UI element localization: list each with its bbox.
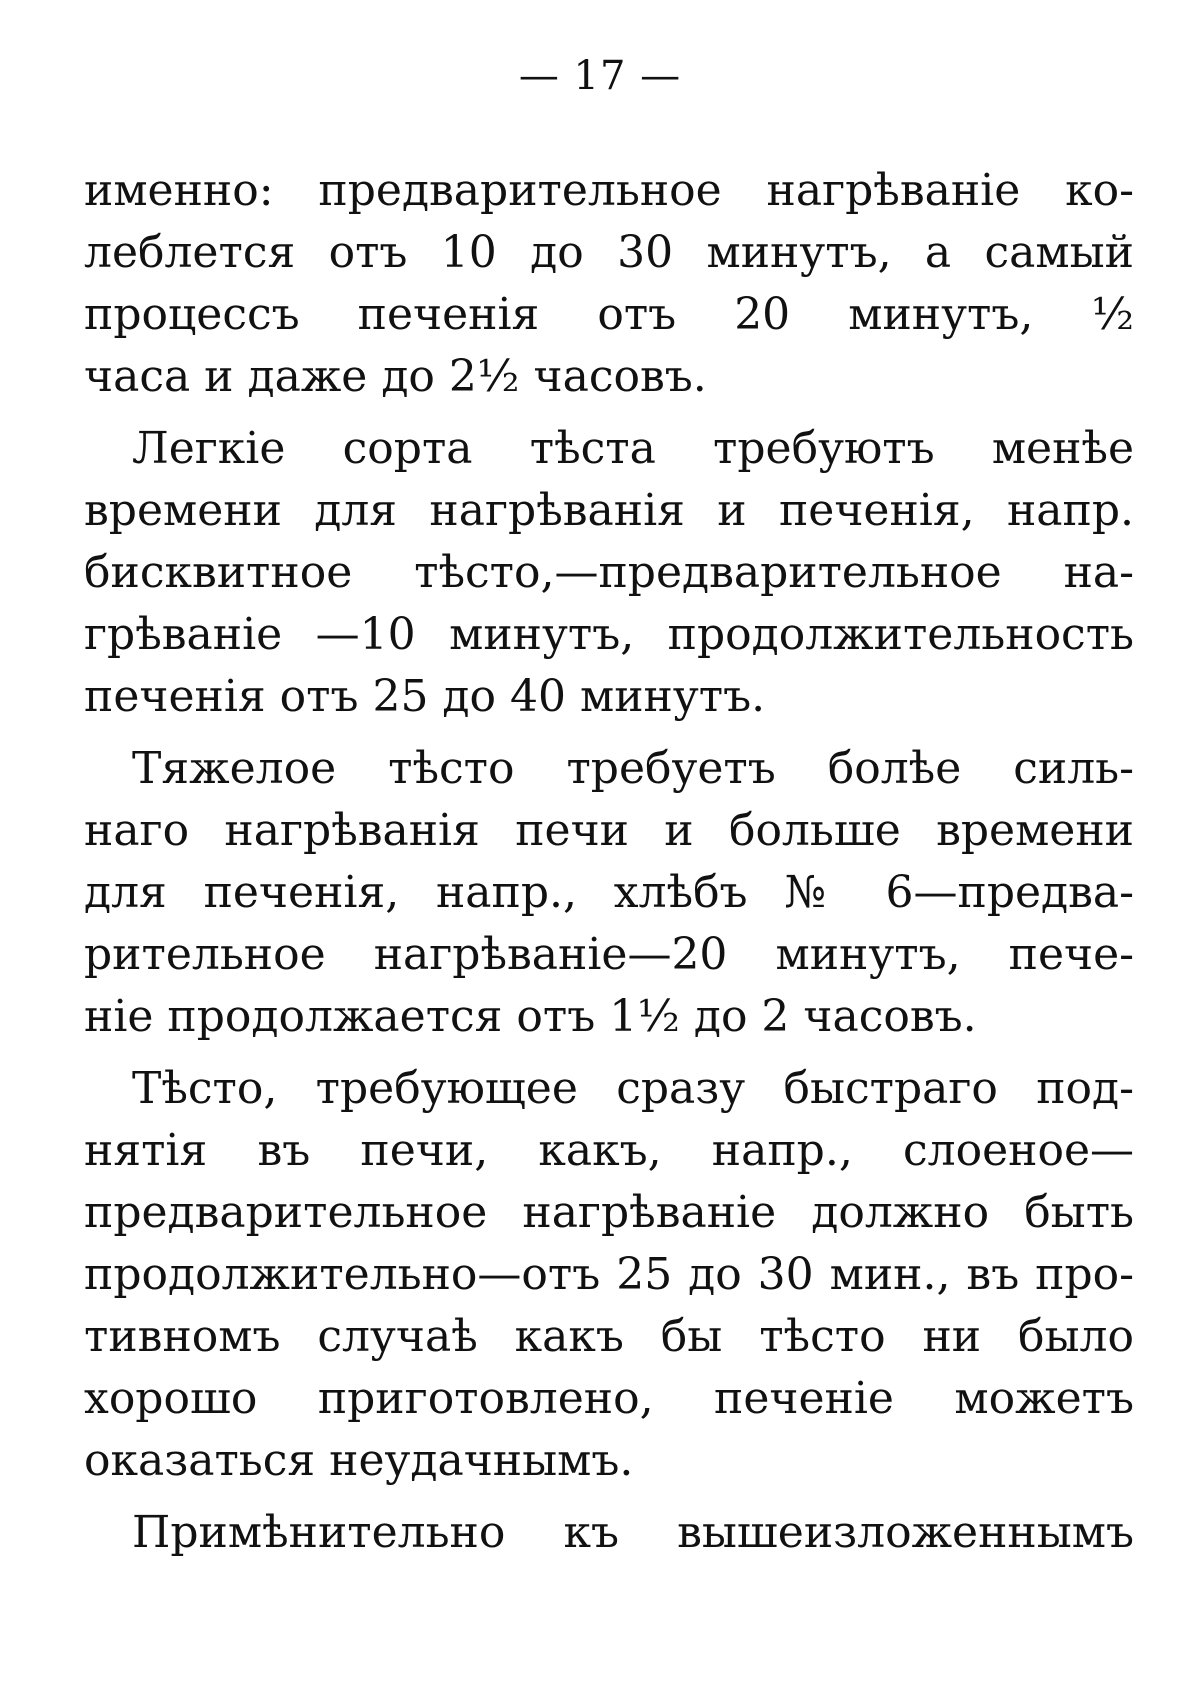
text-line: нятія въ печи, какъ, напр., слоеное— (84, 1125, 1134, 1176)
text-line: Тяжелое тѣсто требуетъ болѣе силь- (132, 743, 1134, 794)
text-line: тивномъ случаѣ какъ бы тѣсто ни было (84, 1311, 1134, 1362)
text-line: ніе продолжается отъ 1½ до 2 часовъ. (84, 991, 977, 1042)
body-text (84, 160, 1134, 1564)
paragraph-gap (84, 1492, 1134, 1502)
text-line: времени для нагрѣванія и печенія, напр. (84, 485, 1134, 536)
text-line: оказаться неудачнымъ. (84, 1435, 634, 1486)
paragraph-gap (84, 408, 1134, 418)
text-line: предварительное нагрѣваніе должно быть (84, 1187, 1134, 1238)
paragraph-gap (84, 728, 1134, 738)
text-line: леблется отъ 10 до 30 минутъ, а самый (84, 227, 1134, 278)
text-line: наго нагрѣванія печи и больше времени (84, 805, 1134, 856)
text-line: грѣваніе —10 минутъ, продолжительность (84, 609, 1134, 660)
text-line: процессъ печенія отъ 20 минутъ, ½ (84, 289, 1134, 340)
text-line: Тѣсто, требующее сразу быстраго под- (132, 1063, 1134, 1114)
text-line: для печенія, напр., хлѣбъ № 6—предва- (84, 867, 1134, 918)
page-number: — 17 — (518, 53, 682, 99)
text-line: именно: предварительное нагрѣваніе ко- (84, 165, 1134, 216)
paragraph-gap (84, 1048, 1134, 1058)
text-line: печенія отъ 25 до 40 минутъ. (84, 671, 766, 722)
text-line: бисквитное тѣсто,—предварительное на- (84, 547, 1134, 598)
text-line: продолжительно—отъ 25 до 30 мин., въ про- (84, 1249, 1134, 1300)
text-line: Легкіе сорта тѣста требуютъ менѣе (132, 423, 1134, 474)
text-line: хорошо приготовлено, печеніе можетъ (84, 1373, 1134, 1424)
text-line: Примѣнительно къ вышеизложеннымъ (132, 1507, 1134, 1558)
text-line: рительное нагрѣваніе—20 минутъ, пече- (84, 929, 1134, 980)
text-line: часа и даже до 2½ часовъ. (84, 351, 707, 402)
